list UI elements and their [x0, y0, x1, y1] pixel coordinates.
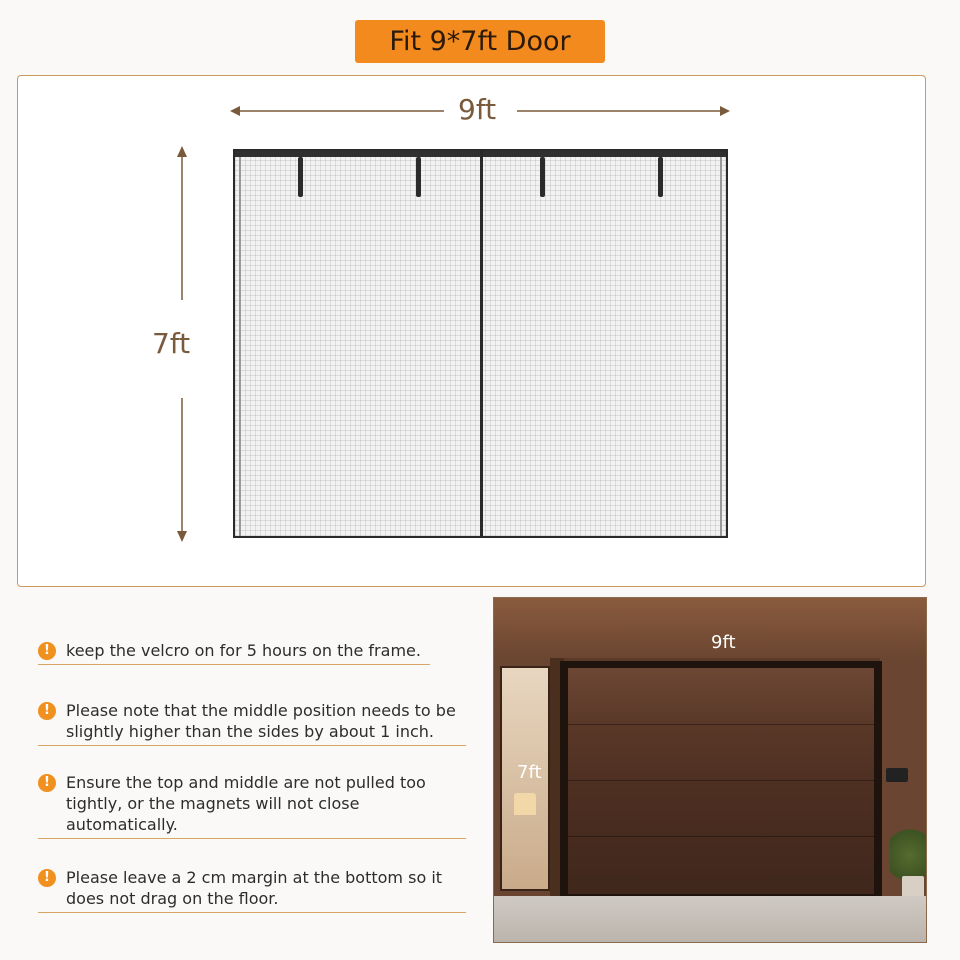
header-beam [494, 598, 926, 658]
photo-height-label: 7ft [517, 762, 542, 783]
tie-loop [298, 157, 303, 197]
exclamation-circle-icon: ! [38, 642, 56, 660]
diagram-height-label: 7ft [152, 327, 191, 360]
title-badge: Fit 9*7ft Door [355, 20, 605, 63]
tie-loop [540, 157, 545, 197]
door-panel-line [568, 780, 874, 781]
exclamation-circle-icon: ! [38, 702, 56, 720]
potted-plant [890, 818, 927, 880]
exclamation-circle-icon: ! [38, 869, 56, 887]
door-panel-line [568, 836, 874, 837]
note-item: ! Please leave a 2 cm margin at the bottom so it does not drag on the floor. [38, 867, 466, 913]
tie-loop [658, 157, 663, 197]
note-item: ! Ensure the top and middle are not pulled too tightly, or the magnets will not close automatically. [38, 772, 466, 839]
driveway [494, 896, 926, 943]
diagram-width-label: 9ft [458, 93, 497, 126]
photo-width-label: 9ft [711, 632, 736, 653]
magnetic-seam [480, 151, 483, 536]
garage-door-photo [493, 597, 927, 943]
note-item: ! keep the velcro on for 5 hours on the frame. [38, 640, 430, 665]
wall-switch [886, 768, 908, 782]
right-edge [720, 157, 722, 536]
garage-door [568, 668, 874, 894]
exclamation-circle-icon: ! [38, 774, 56, 792]
tie-loop [416, 157, 421, 197]
note-item: ! Please note that the middle position needs to be slightly higher than the sides by about 1 inch. [38, 700, 466, 746]
screen-door-illustration [233, 149, 728, 538]
lamp [514, 793, 536, 815]
door-panel-line [568, 724, 874, 725]
left-edge [239, 157, 241, 536]
